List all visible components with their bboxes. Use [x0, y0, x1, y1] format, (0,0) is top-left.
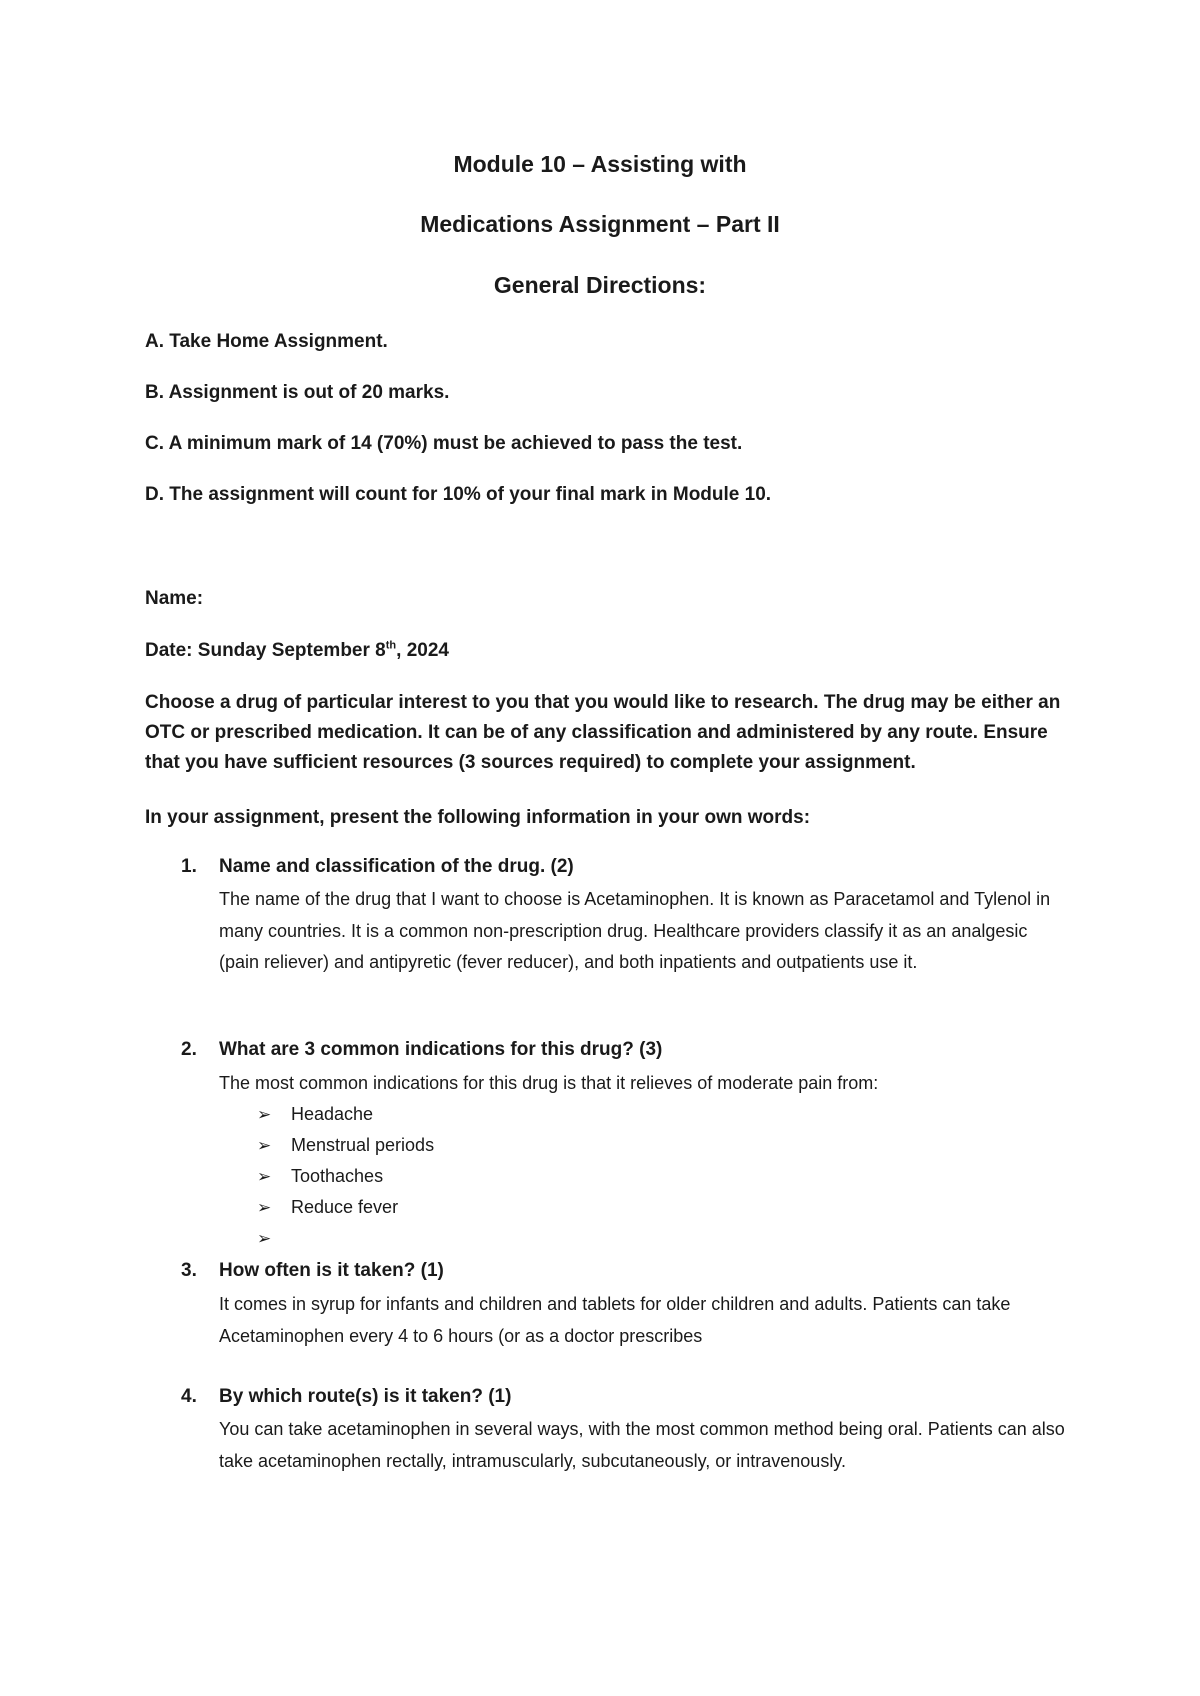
arrowhead-bullet-icon: ➢ — [257, 1136, 272, 1155]
bullet-text: Reduce fever — [291, 1197, 399, 1217]
question-4-number: 4. — [181, 1386, 197, 1407]
question-1-number: 1. — [181, 856, 197, 877]
arrowhead-bullet-icon: ➢ — [257, 1198, 272, 1217]
list-item — [257, 1223, 434, 1254]
question-2-answer: The most common indications for this drug is that it relieves of moderate pain from: — [219, 1073, 879, 1093]
question-4-title: By which route(s) is it taken? (1) — [219, 1386, 512, 1407]
bullet-text: Toothaches — [291, 1166, 384, 1186]
question-3-answer: It comes in syrup for infants and children and tablets for older children and adults. Patients can take Acetaminophen every 4 to 6 hours (or as a doctor prescribes — [219, 1294, 1011, 1346]
name-label: Name: — [145, 588, 204, 609]
arrowhead-bullet-icon: ➢ — [257, 1105, 272, 1124]
date-line — [145, 636, 1065, 666]
arrowhead-bullet-icon: ➢ — [257, 1229, 272, 1248]
arrowhead-bullet-icon: ➢ — [257, 1167, 272, 1186]
direction-b: B. Assignment is out of 20 marks. — [145, 382, 450, 403]
direction-c: C. A minimum mark of 14 (70%) must be achieved to pass the test. — [145, 433, 743, 454]
list-item — [257, 1161, 434, 1192]
direction-d: D. The assignment will count for 10% of your final mark in Module 10. — [145, 484, 772, 505]
question-2-title: What are 3 common indications for this drug? (3) — [219, 1039, 663, 1060]
bullet-text: Menstrual periods — [291, 1135, 435, 1155]
list-item — [257, 1192, 434, 1223]
assignment-prompt: In your assignment, present the following information in your own words: — [145, 807, 811, 828]
list-item — [257, 1099, 434, 1130]
question-1-answer: The name of the drug that I want to choose is Acetaminophen. It is known as Paracetamol and Tylenol in many countries. It is a common non-prescription drug. Healthcare providers classify it as an analgesic (pain reliever) and antipyretic (fever reducer), and both inpatients and outpatients use it. — [219, 889, 1051, 972]
question-3-title: How often is it taken? (1) — [219, 1260, 444, 1281]
question-4-answer: You can take acetaminophen in several ways, with the most common method being oral. Patients can also take acetaminophen rectally, intramuscularly, subcutaneously, or intravenously. — [219, 1419, 1065, 1471]
indications-list — [257, 1099, 434, 1254]
question-1-title: Name and classification of the drug. (2) — [219, 856, 574, 877]
list-item — [257, 1130, 434, 1161]
bullet-text: Headache — [291, 1104, 374, 1124]
question-3-number: 3. — [181, 1260, 197, 1281]
directions-heading: General Directions: — [493, 272, 707, 298]
direction-a: A. Take Home Assignment. — [145, 331, 388, 352]
title-line-2: Medications Assignment – Part II — [420, 211, 780, 237]
title-line-1: Module 10 – Assisting with — [453, 151, 747, 177]
date-year: , 2024 — [396, 640, 449, 661]
date-label: Date: Sunday September 8 — [145, 640, 386, 661]
question-2-number: 2. — [181, 1039, 197, 1060]
assignment-intro: Choose a drug of particular interest to you that you would like to research. The drug may be either an OTC or prescribed medication. It can be of any classification and administered by any route. Ensure that you have sufficient resources (3 sources required) to complete your assignment. — [145, 692, 1061, 773]
date-suffix: th — [385, 639, 397, 652]
